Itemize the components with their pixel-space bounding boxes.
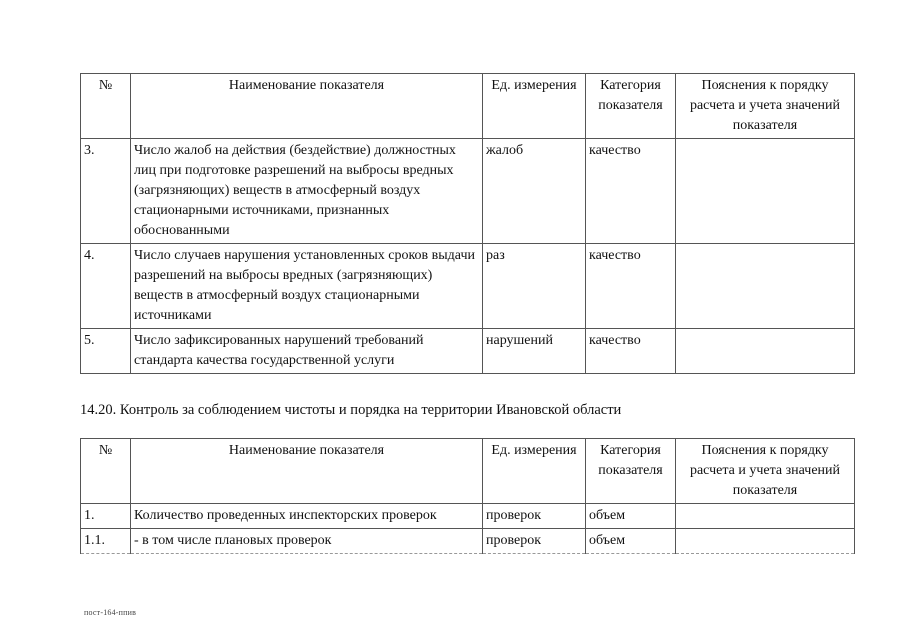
- header-name: Наименование показателя: [131, 439, 483, 504]
- row-explanation: [676, 244, 855, 329]
- indicator-table-1: [80, 73, 855, 374]
- header-num: №: [81, 439, 131, 504]
- indicator-table-2: [80, 438, 855, 554]
- row-unit: проверок: [483, 529, 586, 554]
- section-heading: 14.20. Контроль за соблюдением чистоты и порядка на территории Ивановской области: [80, 402, 622, 418]
- table-header-row: [81, 74, 855, 139]
- header-category: Категория показателя: [586, 74, 676, 139]
- row-name: Число зафиксированных нарушений требований стандарта качества государственной услуги: [131, 329, 483, 374]
- row-num: 3.: [81, 139, 131, 244]
- row-category: качество: [586, 244, 676, 329]
- row-num: 4.: [81, 244, 131, 329]
- table-row: [81, 329, 855, 374]
- row-explanation: [676, 504, 855, 529]
- table-row: [81, 139, 855, 244]
- table-row: [81, 244, 855, 329]
- row-num: 1.1.: [81, 529, 131, 554]
- header-name: Наименование показателя: [131, 74, 483, 139]
- header-explanation: Пояснения к порядку расчета и учета значений показателя: [676, 439, 855, 504]
- row-num: 5.: [81, 329, 131, 374]
- row-explanation: [676, 139, 855, 244]
- footer-note: пост-164-ппив: [84, 608, 137, 617]
- header-category: Категория показателя: [586, 439, 676, 504]
- row-category: качество: [586, 329, 676, 374]
- row-category: объем: [586, 504, 676, 529]
- header-num: №: [81, 74, 131, 139]
- row-unit: нарушений: [483, 329, 586, 374]
- row-category: качество: [586, 139, 676, 244]
- header-unit: Ед. измерения: [483, 439, 586, 504]
- row-unit: раз: [483, 244, 586, 329]
- table-row: [81, 529, 855, 554]
- row-explanation: [676, 529, 855, 554]
- row-explanation: [676, 329, 855, 374]
- header-unit: Ед. измерения: [483, 74, 586, 139]
- row-name: Число случаев нарушения установленных сроков выдачи разрешений на выбросы вредных (загрязняющих) веществ в атмосферный воздух стационарными источниками: [131, 244, 483, 329]
- row-category: объем: [586, 529, 676, 554]
- table-row: [81, 504, 855, 529]
- table-header-row: [81, 439, 855, 504]
- header-explanation: Пояснения к порядку расчета и учета значений показателя: [676, 74, 855, 139]
- row-num: 1.: [81, 504, 131, 529]
- row-name: - в том числе плановых проверок: [131, 529, 483, 554]
- row-name: Число жалоб на действия (бездействие) должностных лиц при подготовке разрешений на выбросы вредных (загрязняющих) веществ в атмосферный воздух стационарными источниками, признанных обоснованными: [131, 139, 483, 244]
- row-unit: проверок: [483, 504, 586, 529]
- row-unit: жалоб: [483, 139, 586, 244]
- row-name: Количество проведенных инспекторских проверок: [131, 504, 483, 529]
